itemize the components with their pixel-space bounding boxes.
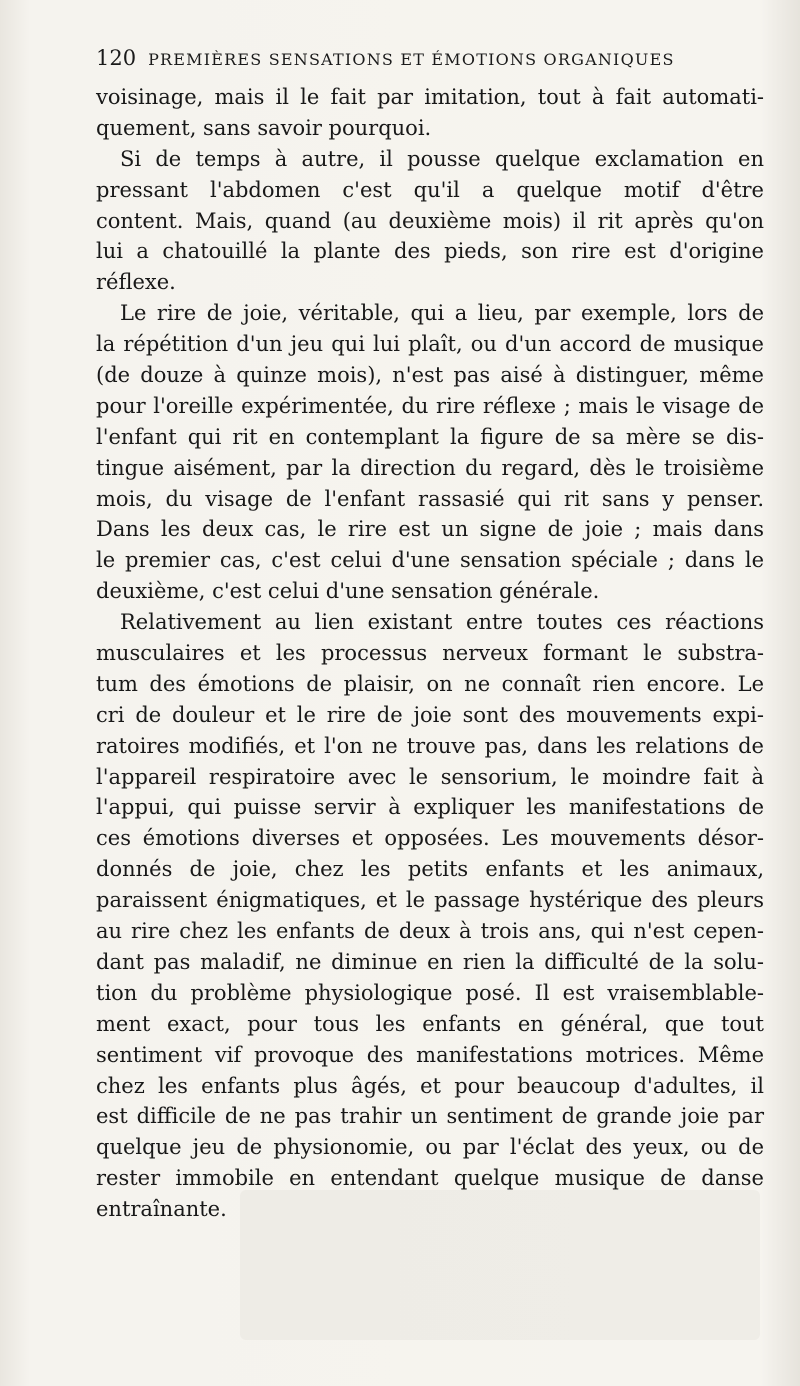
text-line: pressant l'abdomen c'est qu'il a quelque motif d'être: [96, 177, 764, 202]
text-line: entraînante.: [96, 1197, 227, 1222]
text-line: l'enfant qui rit en contemplant la figure de sa mère se dis-: [96, 424, 764, 449]
text-line: réflexe.: [96, 270, 176, 295]
text-line: lui a chatouillé la plante des pieds, son rire est d'origine: [96, 239, 764, 264]
text-line: est difficile de ne pas trahir un sentiment de grande joie par: [96, 1104, 764, 1129]
text-line: le premier cas, c'est celui d'une sensation spéciale ; dans le: [96, 548, 764, 573]
paragraph: [96, 298, 764, 607]
text-line: paraissent énigmatiques, et le passage hystérique des pleurs: [96, 888, 764, 913]
text-line: donnés de joie, chez les petits enfants et les animaux,: [96, 857, 764, 882]
text-line: ment exact, pour tous les enfants en général, que tout: [96, 1011, 764, 1036]
text-line: tum des émotions de plaisir, on ne connaît rien encore. Le: [96, 671, 764, 696]
text-line: tingue aisément, par la direction du regard, dès le troisième: [96, 455, 764, 480]
text-line: cri de douleur et le rire de joie sont des mouvements expi-: [96, 702, 764, 727]
text-line: ratoires modifiés, et l'on ne trouve pas, dans les relations de: [96, 733, 764, 758]
running-title: PREMIÈRES SENSATIONS ET ÉMOTIONS ORGANIQUES: [148, 50, 675, 69]
text-line: quement, sans savoir pourquoi.: [96, 115, 432, 140]
text-line: au rire chez les enfants de deux à trois ans, qui n'est cepen-: [96, 919, 764, 944]
running-header: [96, 46, 736, 70]
text-line: quelque jeu de physionomie, ou par l'éclat des yeux, ou de: [96, 1135, 764, 1160]
text-line: (de douze à quinze mois), n'est pas aisé à distinguer, même: [96, 363, 764, 388]
text-line: l'appareil respiratoire avec le sensorium, le moindre fait à: [96, 764, 764, 789]
text-line: chez les enfants plus âgés, et pour beaucoup d'adultes, il: [96, 1073, 764, 1098]
text-line: pour l'oreille expérimentée, du rire réflexe ; mais le visage de: [96, 393, 764, 418]
text-line: Le rire de joie, véritable, qui a lieu, par exemple, lors de: [120, 301, 764, 326]
text-line: Si de temps à autre, il pousse quelque exclamation en: [120, 146, 764, 171]
body-text: [96, 82, 764, 1225]
text-line: mois, du visage de l'enfant rassasié qui rit sans y penser.: [96, 486, 764, 511]
text-line: content. Mais, quand (au deuxième mois) il rit après qu'on: [96, 208, 764, 233]
paragraph: [96, 144, 764, 298]
text-line: tion du problème physiologique posé. Il est vraisemblable-: [96, 980, 764, 1005]
text-line: musculaires et les processus nerveux formant le substra-: [96, 641, 764, 666]
text-line: dant pas maladif, ne diminue en rien la difficulté de la solu-: [96, 949, 764, 974]
text-line: la répétition d'un jeu qui lui plaît, ou d'un accord de musique: [96, 332, 764, 357]
text-line: sentiment vif provoque des manifestations motrices. Même: [96, 1042, 764, 1067]
text-line: l'appui, qui puisse servir à expliquer les manifestations de: [96, 795, 764, 820]
text-line: deuxième, c'est celui d'une sensation générale.: [96, 579, 600, 604]
text-line: Dans les deux cas, le rire est un signe de joie ; mais dans: [96, 517, 764, 542]
text-line: rester immobile en entendant quelque musique de danse: [96, 1166, 764, 1191]
paragraph: [96, 607, 764, 1225]
text-line: Relativement au lien existant entre toutes ces réactions: [120, 610, 764, 635]
text-line: voisinage, mais il le fait par imitation, tout à fait automati-: [96, 85, 764, 109]
text-line: ces émotions diverses et opposées. Les mouvements désor-: [96, 826, 764, 851]
page-number: 120: [96, 46, 137, 70]
paragraph: [96, 82, 764, 144]
